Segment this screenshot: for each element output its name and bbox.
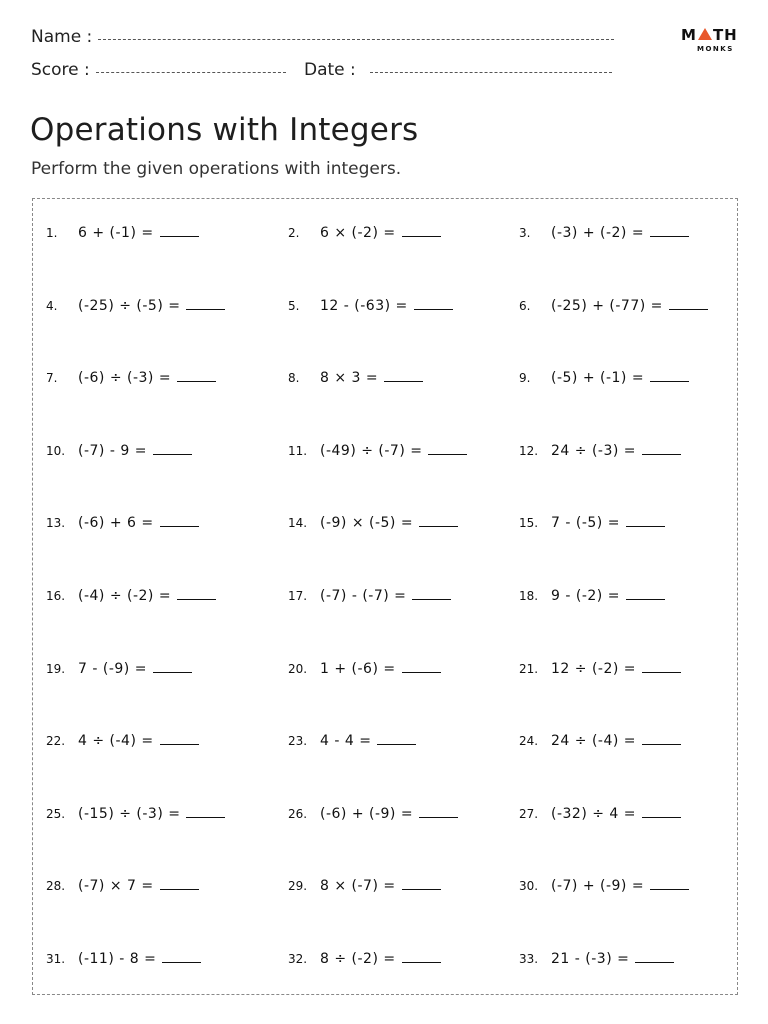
problem-expression: (-25) ÷ (-5) = [78,298,181,314]
problem-item [519,368,689,388]
answer-blank[interactable] [177,368,216,382]
answer-blank[interactable] [402,876,441,890]
problem-number: 11. [288,444,308,458]
problem-expression: 1 + (-6) = [320,661,396,677]
problem-item [519,659,681,679]
problem-item [519,804,681,824]
answer-blank[interactable] [186,804,225,818]
answer-blank[interactable] [412,586,451,600]
answer-blank[interactable] [186,296,225,310]
answer-blank[interactable] [402,223,441,237]
answer-blank[interactable] [650,223,689,237]
problem-number: 32. [288,952,308,966]
problem-expression: (-7) + (-9) = [551,878,645,894]
problem-number: 20. [288,662,308,676]
date-blank[interactable] [370,72,612,73]
answer-blank[interactable] [160,513,199,527]
problem-item [519,296,708,316]
problem-item [46,296,225,316]
problem-item [519,441,681,461]
problem-expression: (-6) + (-9) = [320,806,414,822]
problem-item [519,731,681,751]
problem-number: 7. [46,371,58,385]
problem-number: 17. [288,589,308,603]
problem-expression: 21 - (-3) = [551,951,630,967]
worksheet-instructions: Perform the given operations with integers. [31,159,402,179]
problem-expression: 24 ÷ (-4) = [551,733,637,749]
problem-expression: 12 ÷ (-2) = [551,661,637,677]
problem-item [288,876,441,896]
answer-blank[interactable] [650,876,689,890]
problem-number: 21. [519,662,539,676]
problem-expression: (-25) + (-77) = [551,298,663,314]
problem-number: 25. [46,807,66,821]
answer-blank[interactable] [669,296,708,310]
answer-blank[interactable] [419,804,458,818]
problem-number: 16. [46,589,66,603]
problem-item [46,876,199,896]
problem-expression: (-4) ÷ (-2) = [78,588,172,604]
date-field[interactable] [304,60,612,80]
name-label: Name : [31,27,93,47]
problem-number: 31. [46,952,66,966]
answer-blank[interactable] [428,441,467,455]
problem-expression: 24 ÷ (-3) = [551,443,637,459]
problem-expression: 6 × (-2) = [320,225,396,241]
triangle-icon [698,28,712,40]
logo-text-right: TH [712,26,738,44]
problem-expression: 4 ÷ (-4) = [78,733,154,749]
answer-blank[interactable] [160,731,199,745]
problem-expression: 7 - (-9) = [78,661,147,677]
answer-blank[interactable] [626,586,665,600]
problem-number: 9. [519,371,531,385]
answer-blank[interactable] [153,441,192,455]
problem-number: 29. [288,879,308,893]
answer-blank[interactable] [160,876,199,890]
problem-number: 1. [46,226,58,240]
problem-item [46,949,201,969]
problem-number: 30. [519,879,539,893]
problem-item [288,296,453,316]
problem-item [288,731,416,751]
problem-expression: 9 - (-2) = [551,588,620,604]
problem-expression: (-5) + (-1) = [551,370,645,386]
problem-expression: (-15) ÷ (-3) = [78,806,181,822]
answer-blank[interactable] [402,659,441,673]
problem-item [46,368,216,388]
logo-text-left: M [681,26,697,44]
answer-blank[interactable] [177,586,216,600]
problem-expression: 6 + (-1) = [78,225,154,241]
problem-number: 24. [519,734,539,748]
answer-blank[interactable] [642,731,681,745]
answer-blank[interactable] [153,659,192,673]
answer-blank[interactable] [635,949,674,963]
problem-expression: 4 - 4 = [320,733,372,749]
problem-item [288,223,441,243]
logo-subtext: MONKS [697,45,734,53]
problem-item [288,949,441,969]
problem-expression: (-6) ÷ (-3) = [78,370,172,386]
problem-item [288,441,467,461]
problem-number: 5. [288,299,300,313]
problem-expression: 7 - (-5) = [551,515,620,531]
answer-blank[interactable] [642,441,681,455]
problem-expression: (-49) ÷ (-7) = [320,443,423,459]
score-blank[interactable] [96,72,286,73]
problem-expression: (-3) + (-2) = [551,225,645,241]
problem-expression: 12 - (-63) = [320,298,408,314]
answer-blank[interactable] [650,368,689,382]
problem-expression: (-7) - 9 = [78,443,147,459]
problem-item [288,368,423,388]
problem-item [288,513,458,533]
answer-blank[interactable] [419,513,458,527]
problem-expression: (-7) × 7 = [78,878,154,894]
problem-number: 26. [288,807,308,821]
problem-expression: (-32) ÷ 4 = [551,806,637,822]
problem-number: 4. [46,299,58,313]
problem-number: 15. [519,516,539,530]
problem-item [519,586,665,606]
problem-number: 2. [288,226,300,240]
problem-item [46,223,199,243]
answer-blank[interactable] [384,368,423,382]
problem-item [288,586,451,606]
problem-item [288,804,458,824]
problem-expression: (-7) - (-7) = [320,588,407,604]
problem-number: 27. [519,807,539,821]
problem-number: 18. [519,589,539,603]
problem-item [46,586,216,606]
answer-blank[interactable] [402,949,441,963]
problem-number: 12. [519,444,539,458]
problem-item [288,659,441,679]
worksheet-title: Operations with Integers [30,112,419,148]
problem-number: 23. [288,734,308,748]
problem-item [46,731,199,751]
problem-number: 28. [46,879,66,893]
problem-expression: (-11) - 8 = [78,951,157,967]
problem-expression: 8 × 3 = [320,370,379,386]
answer-blank[interactable] [162,949,201,963]
problem-item [46,804,225,824]
problem-item [519,223,689,243]
problem-expression: 8 ÷ (-2) = [320,951,396,967]
problem-item [519,949,674,969]
answer-blank[interactable] [642,804,681,818]
answer-blank[interactable] [160,223,199,237]
problem-item [519,513,665,533]
answer-blank[interactable] [414,296,453,310]
answer-blank[interactable] [642,659,681,673]
problem-item [46,513,199,533]
math-monks-logo [681,26,739,60]
answer-blank[interactable] [626,513,665,527]
problem-expression: (-9) × (-5) = [320,515,414,531]
problem-item [46,441,192,461]
problem-number: 22. [46,734,66,748]
problem-number: 33. [519,952,539,966]
name-blank[interactable] [98,39,614,40]
problem-number: 13. [46,516,66,530]
name-field[interactable] [31,27,614,47]
problem-expression: 8 × (-7) = [320,878,396,894]
problem-expression: (-6) + 6 = [78,515,154,531]
answer-blank[interactable] [377,731,416,745]
problem-item [519,876,689,896]
logo-wordmark [681,26,739,44]
score-label: Score : [31,60,90,80]
score-field[interactable] [31,60,286,80]
problem-number: 8. [288,371,300,385]
problem-number: 10. [46,444,66,458]
problem-number: 14. [288,516,308,530]
date-label: Date : [304,60,356,80]
problem-item [46,659,192,679]
problem-number: 6. [519,299,531,313]
problem-number: 19. [46,662,66,676]
problem-number: 3. [519,226,531,240]
